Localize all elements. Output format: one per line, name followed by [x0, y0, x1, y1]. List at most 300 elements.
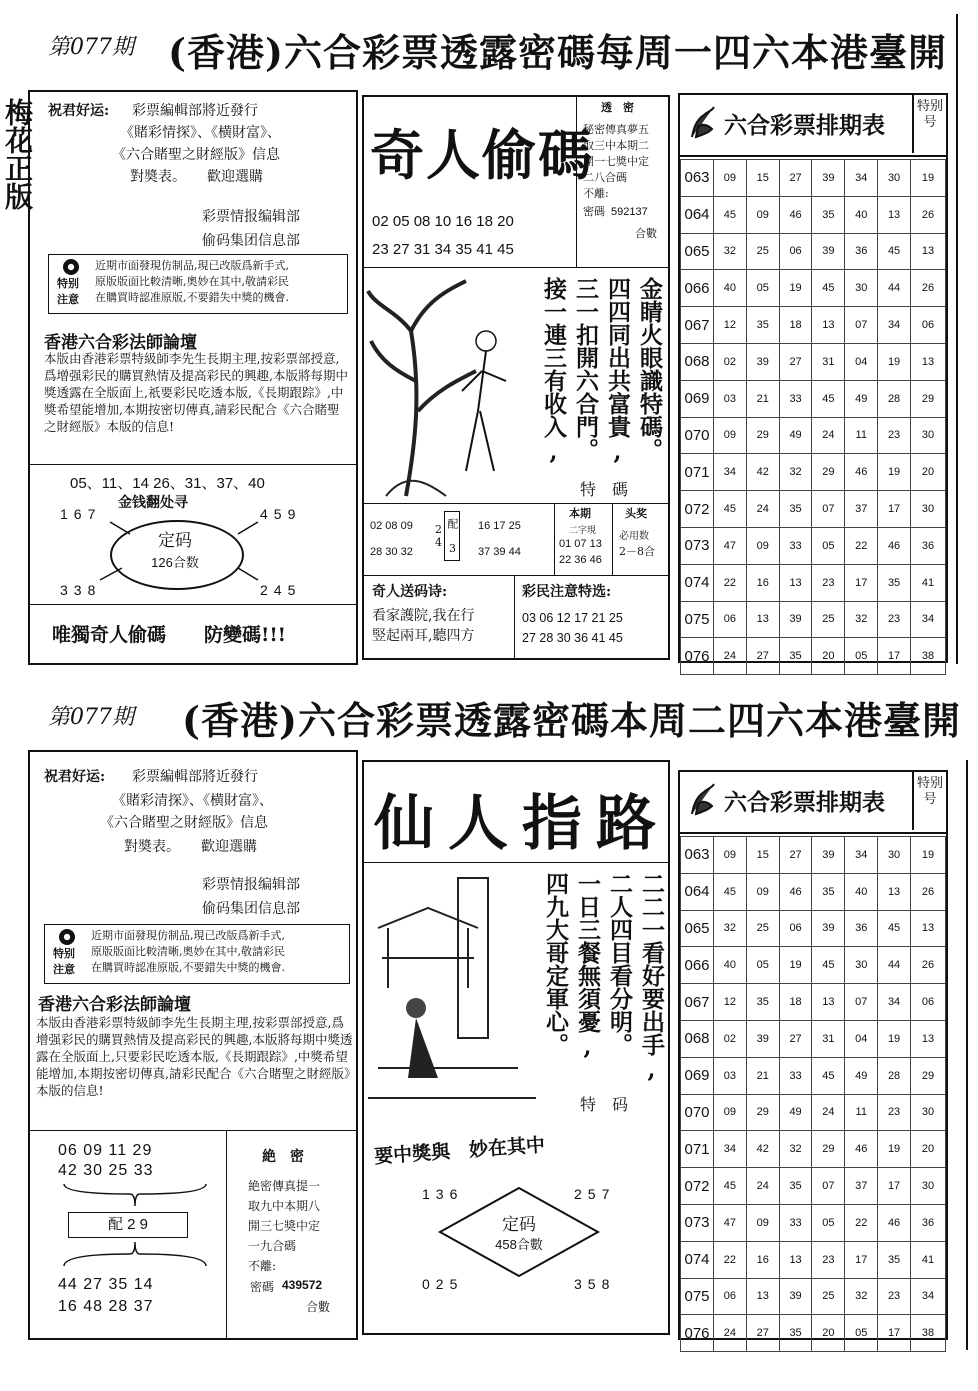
issue-number: 073: [681, 527, 714, 564]
drawn-number: 35: [746, 307, 779, 344]
schedule-row: [681, 837, 946, 874]
drawn-number: 35: [812, 873, 845, 910]
warning2-label-2: 注意: [53, 963, 75, 976]
notice-line-2: 《賭彩情探》、《横財富》、: [120, 125, 281, 141]
issue-number: 071: [681, 1131, 714, 1168]
drawn-number: 13: [812, 984, 845, 1021]
issue-number: 067: [681, 307, 714, 344]
drawn-number: 09: [714, 1094, 747, 1131]
drawn-number: 40: [714, 270, 747, 307]
drawn-number: 35: [779, 1168, 812, 1205]
drawn-number: 24: [714, 638, 747, 675]
drawn-number: 12: [714, 984, 747, 1021]
drawn-number: 12: [714, 307, 747, 344]
mini-mid: 配 3 24: [444, 511, 460, 561]
special-number: 36: [911, 527, 946, 564]
issue-number: 063: [681, 837, 714, 874]
forum2-title: 香港六合彩法師論壇: [38, 995, 191, 1015]
warning2-line-1: 近期市面發現仿制品,現已改版爲新手式,: [91, 929, 285, 942]
this-head: 本期: [569, 507, 591, 520]
jue-code: 439572: [282, 1278, 323, 1292]
drawn-number: 49: [845, 1057, 878, 1094]
drawn-number: 45: [812, 270, 845, 307]
drawn-number: 19: [878, 343, 911, 380]
secret-line-2: 取三中本期二: [583, 139, 649, 152]
drawn-number: 25: [812, 1278, 845, 1315]
special-number: 26: [911, 947, 946, 984]
issue-number: 073: [681, 1204, 714, 1241]
issue-number: 076: [681, 638, 714, 675]
drawn-number: 16: [746, 1241, 779, 1278]
drawn-number: 06: [779, 233, 812, 270]
drawn-number: 36: [845, 233, 878, 270]
secret-line-5: 不離:: [583, 187, 609, 200]
drawn-number: 29: [746, 417, 779, 454]
schedule-row: [681, 1278, 946, 1315]
drawn-number: 45: [812, 380, 845, 417]
warning-line-1: 近期市面發現仿制品,現已改版爲新手式,: [95, 259, 289, 272]
issue-number: 066: [681, 270, 714, 307]
notice-line-3: 《六合賭聖之財經版》信息: [112, 147, 280, 163]
notice-line-4: 對奬表。 歡迎選購: [130, 169, 263, 185]
schedule-row: [681, 873, 946, 910]
drawn-number: 27: [746, 1315, 779, 1352]
drawn-number: 03: [714, 1057, 747, 1094]
drawn-number: 09: [714, 160, 747, 197]
drawn-number: 44: [878, 947, 911, 984]
tree-illustration: [366, 271, 534, 501]
mini-c: 16 17 25: [478, 520, 521, 532]
drawn-number: 18: [779, 984, 812, 1021]
drawn-number: 06: [779, 910, 812, 947]
drawn-number: 46: [779, 196, 812, 233]
drawn-number: 09: [746, 196, 779, 233]
jue-line-3: 開三七獎中定: [248, 1219, 321, 1233]
secret-line-1: 秘密傳真夢五: [583, 123, 649, 136]
drawn-number: 22: [714, 564, 747, 601]
schedule-row: [681, 984, 946, 1021]
bottom-nums-3: 44 27 35 14: [58, 1276, 154, 1293]
drawn-number: 34: [714, 454, 747, 491]
drawn-number: 20: [812, 638, 845, 675]
diamond-corner-1: 136: [422, 1186, 464, 1202]
drawn-number: 29: [746, 1094, 779, 1131]
drawn-number: 42: [746, 1131, 779, 1168]
drawn-number: 49: [779, 1094, 812, 1131]
poem-col-3: 四四同出共富貴,: [604, 277, 631, 465]
drawn-number: 39: [812, 160, 845, 197]
gold-center-2: 126合数: [151, 555, 199, 570]
issue-number: 065: [681, 910, 714, 947]
drawn-number: 32: [845, 601, 878, 638]
drawn-number: 39: [779, 1278, 812, 1315]
choose-line-1: 03 06 12 17 21 25: [522, 611, 623, 625]
schedule-title-2: 六合彩票排期表: [724, 789, 885, 816]
drawn-number: 35: [779, 638, 812, 675]
issue-number: 066: [681, 947, 714, 984]
drawn-number: 33: [779, 527, 812, 564]
warning-box: [48, 254, 348, 314]
drawn-number: 24: [714, 1315, 747, 1352]
drawn-number: 40: [714, 947, 747, 984]
special-number: 13: [911, 910, 946, 947]
drawn-number: 15: [746, 837, 779, 874]
drawn-number: 35: [812, 196, 845, 233]
drawn-number: 18: [779, 307, 812, 344]
drawn-number: 32: [845, 1278, 878, 1315]
side-note: 梅花正版: [1, 98, 34, 210]
drawn-number: 31: [812, 343, 845, 380]
issue-number: 075: [681, 601, 714, 638]
drawn-number: 45: [812, 1057, 845, 1094]
drawn-number: 45: [714, 873, 747, 910]
brace-top: [60, 1182, 210, 1210]
issue-number: 069: [681, 1057, 714, 1094]
this-nums-2: 22 36 46: [559, 554, 602, 566]
notice-line-1: 彩票編輯部將近發行: [132, 103, 258, 119]
schedule-row: [681, 380, 946, 417]
drawn-number: 06: [714, 601, 747, 638]
drawn-number: 22: [845, 527, 878, 564]
jue-code-label: 密碼: [250, 1280, 275, 1294]
gold-label: 金钱翻处寻: [118, 495, 188, 511]
dragon-icon: [688, 105, 718, 141]
drawn-number: 05: [746, 270, 779, 307]
diamond-corner-2: 257: [574, 1186, 616, 1202]
schedule-row: [681, 638, 946, 675]
special-number: 30: [911, 491, 946, 528]
drawn-number: 04: [845, 343, 878, 380]
mini-a: 02 08 09: [370, 520, 413, 532]
schedule-row: [681, 1131, 946, 1168]
must-use: 必用数: [619, 531, 649, 542]
gold-arrows: [30, 492, 356, 602]
drawn-number: 49: [779, 417, 812, 454]
schedule-row: [681, 417, 946, 454]
drawn-number: 17: [845, 1241, 878, 1278]
schedule-row: [681, 910, 946, 947]
drawn-number: 35: [779, 491, 812, 528]
poem-col-4: 金睛火眼識特碼。: [636, 277, 663, 461]
drawn-number: 05: [812, 1204, 845, 1241]
issue-number: 070: [681, 417, 714, 454]
drawn-number: 39: [812, 910, 845, 947]
drawn-number: 31: [812, 1020, 845, 1057]
top-issue: 第077期: [48, 35, 134, 60]
flower-icon: [63, 259, 79, 275]
drawn-number: 32: [714, 233, 747, 270]
drawn-number: 11: [845, 1094, 878, 1131]
flower-icon-2: [59, 929, 75, 945]
warning2-label-1: 特别: [53, 947, 75, 960]
special-number-label-2: 特别号: [912, 772, 946, 830]
special-number: 06: [911, 307, 946, 344]
notice2-line-3: 《六合賭聖之財經版》信息: [100, 815, 268, 831]
signature2-1: 彩票情报编辑部: [202, 877, 300, 893]
drawn-number: 30: [878, 837, 911, 874]
schedule-title: 六合彩票排期表: [724, 112, 885, 139]
drawn-number: 05: [746, 947, 779, 984]
poem-col-2: 三一扣開六合門。: [572, 277, 599, 461]
gold-corner-1: 167: [60, 506, 102, 522]
drawn-number: 24: [746, 1168, 779, 1205]
drawn-number: 27: [779, 837, 812, 874]
drawn-number: 47: [714, 527, 747, 564]
bottom-notice-panel: [28, 750, 358, 1340]
drawn-number: 13: [812, 307, 845, 344]
schedule-row: [681, 1057, 946, 1094]
schedule-row: [681, 491, 946, 528]
greeting-2: 祝君好运:: [44, 769, 106, 785]
secret-code: 592137: [611, 206, 648, 218]
drawn-number: 42: [746, 454, 779, 491]
drawn-number: 19: [779, 270, 812, 307]
secret-sum: 合數: [635, 227, 657, 240]
warning2-line-3: 在購買時認准原版,不要錯失中獎的機會.: [91, 961, 285, 974]
drawn-number: 05: [845, 1315, 878, 1352]
drawn-number: 13: [746, 601, 779, 638]
schedule-row: [681, 343, 946, 380]
special-number: 19: [911, 837, 946, 874]
drawn-number: 25: [812, 601, 845, 638]
drawn-number: 19: [878, 454, 911, 491]
mini-d: 37 39 44: [478, 546, 521, 558]
top-title-panel: [362, 95, 670, 660]
drawn-number: 02: [714, 343, 747, 380]
drawn-number: 22: [845, 1204, 878, 1241]
drawn-number: 39: [812, 233, 845, 270]
drawn-number: 45: [812, 947, 845, 984]
drawn-number: 45: [878, 233, 911, 270]
drawn-number: 19: [779, 947, 812, 984]
drawn-number: 32: [779, 454, 812, 491]
schedule-row: [681, 454, 946, 491]
special-number: 38: [911, 1315, 946, 1352]
issue-number: 072: [681, 491, 714, 528]
notice2-line-1: 彩票編輯部將近發行: [132, 769, 258, 785]
warning-line-3: 在購買時認准原版,不要錯失中獎的機會.: [95, 291, 289, 304]
diamond-center-2: 458合數: [495, 1237, 543, 1252]
schedule-row: [681, 1241, 946, 1278]
special-number: 26: [911, 196, 946, 233]
this-sub: 二字現: [569, 526, 597, 536]
drawn-number: 46: [845, 1131, 878, 1168]
special-number: 06: [911, 984, 946, 1021]
schedule-row: [681, 947, 946, 984]
drawn-number: 23: [878, 1094, 911, 1131]
special-number: 20: [911, 454, 946, 491]
drawn-number: 35: [746, 984, 779, 1021]
special2-label: 特 码: [580, 1095, 629, 1114]
schedule-row: [681, 564, 946, 601]
drawn-number: 30: [845, 270, 878, 307]
special-number-label: 特别号: [912, 95, 946, 153]
special-number: 26: [911, 873, 946, 910]
drawn-number: 29: [812, 454, 845, 491]
drawn-number: 27: [746, 638, 779, 675]
issue-number: 064: [681, 196, 714, 233]
drawn-number: 23: [878, 417, 911, 454]
jue-line-5: 不離:: [248, 1259, 277, 1273]
drawn-number: 25: [746, 233, 779, 270]
drawn-number: 45: [878, 910, 911, 947]
brace-bottom: [60, 1240, 210, 1268]
gold-corner-4: 245: [260, 582, 302, 598]
forum-title: 香港六合彩法師論壇: [44, 333, 197, 353]
drawn-number: 07: [845, 984, 878, 1021]
drawn-number: 17: [878, 491, 911, 528]
issue-number: 068: [681, 343, 714, 380]
poem-box-line-2: 竪起兩耳,聽四方: [372, 628, 475, 644]
diamond-corner-4: 358: [574, 1276, 616, 1292]
drawn-number: 19: [878, 1131, 911, 1168]
drawn-number: 09: [714, 837, 747, 874]
special-number: 34: [911, 601, 946, 638]
issue-number: 075: [681, 1278, 714, 1315]
right-border-bottom: [966, 760, 968, 1350]
drawn-number: 46: [845, 454, 878, 491]
drawn-number: 34: [878, 307, 911, 344]
issue-number: 068: [681, 1020, 714, 1057]
drawn-number: 13: [878, 196, 911, 233]
choose-line-2: 27 28 30 36 41 45: [522, 631, 623, 645]
signature2-2: 偷码集团信息部: [202, 901, 300, 917]
special-number: 41: [911, 564, 946, 601]
diamond-corner-3: 025: [422, 1276, 464, 1292]
schedule-row: [681, 307, 946, 344]
drawn-number: 46: [779, 873, 812, 910]
jue-sum: 合數: [306, 1300, 331, 1314]
drawn-number: 27: [779, 343, 812, 380]
drawn-number: 24: [746, 491, 779, 528]
bottom-title: (香港)六合彩票透露密碼本周二四六本港臺開: [182, 698, 961, 743]
diamond-center-1: 定码: [502, 1215, 536, 1235]
drawn-number: 33: [779, 1057, 812, 1094]
drawn-number: 17: [878, 1168, 911, 1205]
forum2-text: 本版由香港彩票特級師李先生長期主理,按彩票部授意,爲增强彩民的購買熱情及提高彩民的興趣,本版將每期中獎透露在全版面上,只要彩民吃透本版,《長期跟踪》,中獎希望能增加,本期按密切傳真,請彩民配合《六合賭聖之財經版》本版的信息!: [36, 1015, 353, 1098]
pei-box: 配 2 9: [68, 1212, 188, 1238]
drawn-number: 05: [845, 638, 878, 675]
bottom-nums-2: 42 30 25 33: [58, 1162, 154, 1179]
special-number: 36: [911, 1204, 946, 1241]
drawn-number: 17: [878, 638, 911, 675]
drawn-number: 30: [845, 947, 878, 984]
drawn-number: 09: [714, 417, 747, 454]
poem2-col-4: 二二一看好要出手,: [638, 872, 665, 1083]
issue-number: 076: [681, 1315, 714, 1352]
mini-b: 28 30 32: [370, 546, 413, 558]
right-border-top: [956, 14, 958, 664]
drawn-number: 39: [746, 1020, 779, 1057]
qiren-title: 奇人偷碼: [370, 123, 594, 187]
warning2-line-2: 原版版面比較清晰,奧妙在其中,敬請彩民: [91, 945, 285, 958]
drawn-number: 13: [878, 873, 911, 910]
jue-line-1: 絶密傳真提一: [248, 1179, 321, 1193]
drawn-number: 17: [845, 564, 878, 601]
drawn-number: 46: [878, 527, 911, 564]
special-number: 19: [911, 160, 946, 197]
schedule-grid: [680, 159, 946, 675]
temple-illustration: [368, 868, 536, 1108]
schedule-row: [681, 270, 946, 307]
drawn-number: 28: [878, 380, 911, 417]
special-number: 20: [911, 1131, 946, 1168]
signature-1: 彩票情报编辑部: [202, 209, 300, 225]
jue-line-4: 一九合碼: [248, 1239, 297, 1253]
warning-label-1: 特别: [57, 277, 79, 290]
schedule-row: [681, 601, 946, 638]
num-row-1: 02 05 08 10 16 18 20: [372, 213, 514, 230]
drawn-number: 37: [845, 1168, 878, 1205]
schedule-row: [681, 1094, 946, 1131]
gold-corner-2: 459: [260, 506, 302, 522]
issue-number: 064: [681, 873, 714, 910]
notice2-line-2: 《賭彩清探》、《横財富》、: [112, 793, 273, 809]
drawn-number: 35: [779, 1315, 812, 1352]
drawn-number: 13: [779, 1241, 812, 1278]
choose-title: 彩民注意特选:: [522, 584, 612, 600]
drawn-number: 35: [878, 564, 911, 601]
special-label: 特 碼: [580, 480, 629, 499]
forum-text: 本版由香港彩票特級師李先生長期主理,按彩票部授意,爲增强彩民的購買熱情及提高彩民的興趣,本版將每期中獎透露在全版面上,祇要彩民吃透本版,《長期跟踪》,中獎希望能增加,本期按密切傳真,請彩民配合《六合賭聖之財經版》本版的信息!: [44, 351, 348, 434]
special-number: 30: [911, 1168, 946, 1205]
drawn-number: 46: [878, 1204, 911, 1241]
drawn-number: 37: [845, 491, 878, 528]
bottom-banner: 唯獨奇人偷碼 防變碼!!!: [52, 624, 287, 646]
issue-number: 070: [681, 1094, 714, 1131]
drawn-number: 35: [878, 1241, 911, 1278]
drawn-number: 49: [845, 380, 878, 417]
drawn-number: 32: [779, 1131, 812, 1168]
special-number: 26: [911, 270, 946, 307]
drawn-number: 09: [746, 1204, 779, 1241]
drawn-number: 23: [812, 1241, 845, 1278]
drawn-number: 09: [746, 873, 779, 910]
secret-head: 透 密: [601, 101, 634, 114]
warning-box-2: [44, 924, 350, 984]
poem-box-title: 奇人送码诗:: [372, 584, 448, 600]
bottom-nums-1: 06 09 11 29: [58, 1142, 153, 1159]
special-number: 30: [911, 417, 946, 454]
issue-number: 071: [681, 454, 714, 491]
drawn-number: 45: [714, 196, 747, 233]
special-number: 30: [911, 1094, 946, 1131]
drawn-number: 27: [779, 160, 812, 197]
special-number: 29: [911, 1057, 946, 1094]
issue-number: 069: [681, 380, 714, 417]
drawn-number: 33: [779, 1204, 812, 1241]
drawn-number: 21: [746, 380, 779, 417]
issue-number: 065: [681, 233, 714, 270]
schedule-table-top: [678, 93, 948, 663]
dragon-icon-2: [688, 782, 718, 818]
special-number: 34: [911, 1278, 946, 1315]
warning-line-2: 原版版面比較清晰,奧妙在其中,敬請彩民: [95, 275, 289, 288]
secret-line-4: 二八合碼: [583, 171, 627, 184]
gold-center-1: 定码: [158, 531, 192, 551]
drawn-number: 45: [714, 491, 747, 528]
schedule-row: [681, 1168, 946, 1205]
special-number: 13: [911, 1020, 946, 1057]
poem-col-1: 接一連三有收入,: [540, 277, 567, 465]
drawn-number: 47: [714, 1204, 747, 1241]
schedule-row: [681, 196, 946, 233]
drawn-number: 07: [812, 1168, 845, 1205]
drawn-number: 39: [746, 343, 779, 380]
drawn-number: 34: [714, 1131, 747, 1168]
drawn-number: 11: [845, 417, 878, 454]
special-number: 38: [911, 638, 946, 675]
